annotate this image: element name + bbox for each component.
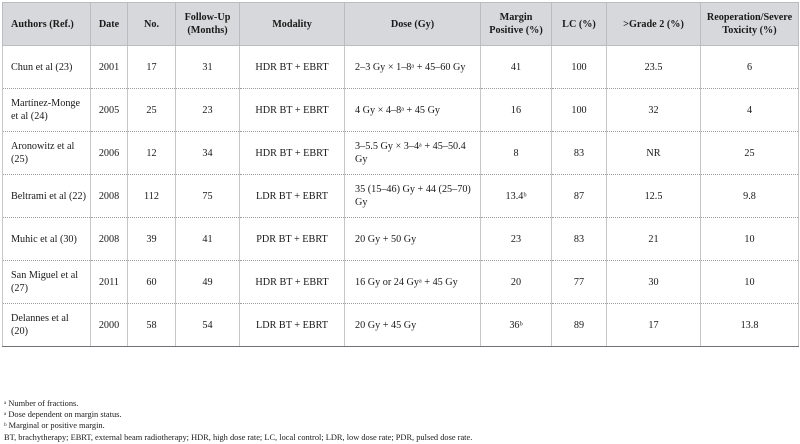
header-reoperation: Reoperation/Severe Toxicity (%) bbox=[701, 3, 799, 46]
cell-reoperation: 13.8 bbox=[701, 304, 799, 347]
cell-grade-2: 21 bbox=[607, 218, 701, 261]
cell-grade-2: 32 bbox=[607, 89, 701, 132]
header-margin-positive: Margin Positive (%) bbox=[481, 3, 552, 46]
cell-dose: 4 Gy × 4–8ᵃ + 45 Gy bbox=[345, 89, 481, 132]
cell-local-control: 89 bbox=[552, 304, 607, 347]
cell-date: 2000 bbox=[91, 304, 128, 347]
cell-authors: Aronowitz et al (25) bbox=[3, 132, 91, 175]
cell-grade-2: 23.5 bbox=[607, 46, 701, 89]
cell-date: 2006 bbox=[91, 132, 128, 175]
header-date: Date bbox=[91, 3, 128, 46]
footnote-abbreviations: BT, brachytherapy; EBRT, external beam radiotherapy; HDR, high dose rate; LC, local control; LDR, low dose rate; PDR, pulsed dose rate. bbox=[4, 432, 473, 442]
cell-follow-up: 34 bbox=[176, 132, 240, 175]
cell-follow-up: 54 bbox=[176, 304, 240, 347]
header-row bbox=[3, 3, 799, 46]
cell-grade-2: 30 bbox=[607, 261, 701, 304]
cell-margin-positive: 36ᵇ bbox=[481, 304, 552, 347]
cell-number: 58 bbox=[128, 304, 176, 347]
footnote-marginal: ᵇ Marginal or positive margin. bbox=[4, 421, 105, 431]
cell-date: 2001 bbox=[91, 46, 128, 89]
cell-local-control: 83 bbox=[552, 132, 607, 175]
cell-authors: San Miguel et al (27) bbox=[3, 261, 91, 304]
cell-reoperation: 4 bbox=[701, 89, 799, 132]
cell-modality: HDR BT + EBRT bbox=[240, 89, 345, 132]
cell-follow-up: 23 bbox=[176, 89, 240, 132]
cell-follow-up: 49 bbox=[176, 261, 240, 304]
table-row bbox=[3, 218, 799, 261]
cell-grade-2: NR bbox=[607, 132, 701, 175]
header-authors: Authors (Ref.) bbox=[3, 3, 91, 46]
cell-modality: LDR BT + EBRT bbox=[240, 304, 345, 347]
results-table bbox=[2, 2, 799, 347]
cell-grade-2: 17 bbox=[607, 304, 701, 347]
table-row bbox=[3, 304, 799, 347]
cell-modality: HDR BT + EBRT bbox=[240, 46, 345, 89]
cell-date: 2008 bbox=[91, 218, 128, 261]
cell-dose: 35 (15–46) Gy + 44 (25–70) Gy bbox=[345, 175, 481, 218]
cell-margin-positive: 13.4ᵇ bbox=[481, 175, 552, 218]
cell-number: 12 bbox=[128, 132, 176, 175]
footnote-dose-dependent: ᵃ Dose dependent on margin status. bbox=[4, 410, 122, 420]
cell-number: 17 bbox=[128, 46, 176, 89]
cell-local-control: 87 bbox=[552, 175, 607, 218]
cell-margin-positive: 16 bbox=[481, 89, 552, 132]
cell-margin-positive: 8 bbox=[481, 132, 552, 175]
cell-modality: HDR BT + EBRT bbox=[240, 132, 345, 175]
cell-follow-up: 75 bbox=[176, 175, 240, 218]
cell-modality: LDR BT + EBRT bbox=[240, 175, 345, 218]
table-row bbox=[3, 89, 799, 132]
cell-dose: 16 Gy or 24 Gyᵃ + 45 Gy bbox=[345, 261, 481, 304]
cell-margin-positive: 23 bbox=[481, 218, 552, 261]
header-local-control: LC (%) bbox=[552, 3, 607, 46]
cell-dose: 3–5.5 Gy × 3–4ᵃ + 45–50.4 Gy bbox=[345, 132, 481, 175]
cell-reoperation: 10 bbox=[701, 218, 799, 261]
cell-authors: Martínez-Monge et al (24) bbox=[3, 89, 91, 132]
cell-date: 2008 bbox=[91, 175, 128, 218]
table-row bbox=[3, 175, 799, 218]
cell-local-control: 100 bbox=[552, 89, 607, 132]
table-row bbox=[3, 261, 799, 304]
cell-reoperation: 6 bbox=[701, 46, 799, 89]
table-row bbox=[3, 132, 799, 175]
header-follow-up: Follow-Up (Months) bbox=[176, 3, 240, 46]
cell-date: 2005 bbox=[91, 89, 128, 132]
footnote-fractions: ᵃ Number of fractions. bbox=[4, 399, 79, 408]
cell-local-control: 100 bbox=[552, 46, 607, 89]
cell-authors: Beltrami et al (22) bbox=[3, 175, 91, 218]
cell-margin-positive: 41 bbox=[481, 46, 552, 89]
cell-authors: Muhic et al (30) bbox=[3, 218, 91, 261]
cell-number: 25 bbox=[128, 89, 176, 132]
cell-grade-2: 12.5 bbox=[607, 175, 701, 218]
header-dose: Dose (Gy) bbox=[345, 3, 481, 46]
header-number: No. bbox=[128, 3, 176, 46]
cell-authors: Delannes et al (20) bbox=[3, 304, 91, 347]
cell-local-control: 77 bbox=[552, 261, 607, 304]
cell-number: 39 bbox=[128, 218, 176, 261]
cell-dose: 20 Gy + 50 Gy bbox=[345, 218, 481, 261]
cell-reoperation: 9.8 bbox=[701, 175, 799, 218]
cell-modality: HDR BT + EBRT bbox=[240, 261, 345, 304]
cell-follow-up: 31 bbox=[176, 46, 240, 89]
cell-number: 60 bbox=[128, 261, 176, 304]
cell-date: 2011 bbox=[91, 261, 128, 304]
cell-local-control: 83 bbox=[552, 218, 607, 261]
table-row bbox=[3, 46, 799, 89]
header-grade-2: >Grade 2 (%) bbox=[607, 3, 701, 46]
cell-margin-positive: 20 bbox=[481, 261, 552, 304]
cell-modality: PDR BT + EBRT bbox=[240, 218, 345, 261]
cell-number: 112 bbox=[128, 175, 176, 218]
header-modality: Modality bbox=[240, 3, 345, 46]
table-footnotes bbox=[4, 398, 472, 443]
cell-authors: Chun et al (23) bbox=[3, 46, 91, 89]
cell-reoperation: 10 bbox=[701, 261, 799, 304]
cell-follow-up: 41 bbox=[176, 218, 240, 261]
cell-reoperation: 25 bbox=[701, 132, 799, 175]
cell-dose: 2–3 Gy × 1–8ᵃ + 45–60 Gy bbox=[345, 46, 481, 89]
cell-dose: 20 Gy + 45 Gy bbox=[345, 304, 481, 347]
